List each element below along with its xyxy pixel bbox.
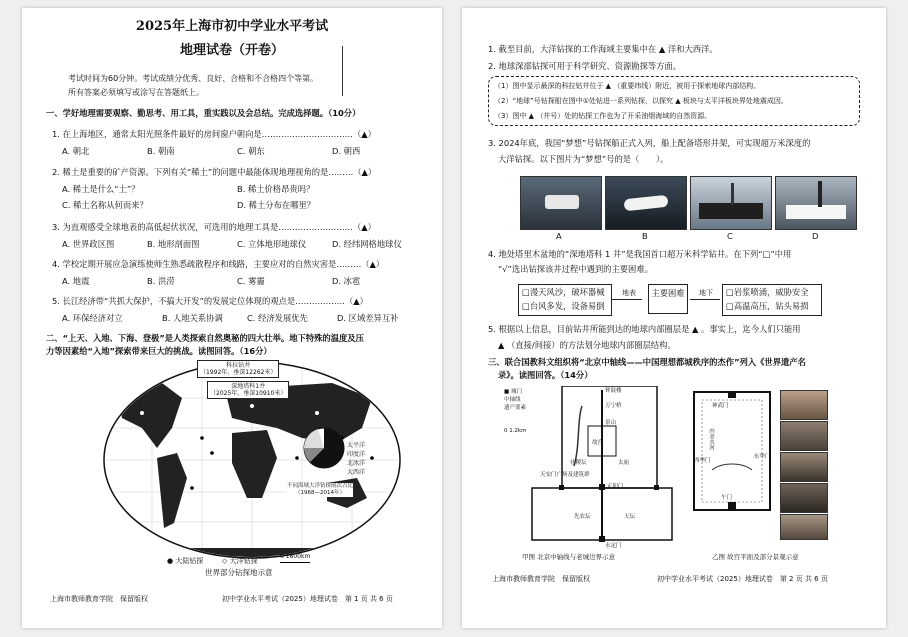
label-tiananmen: 天安门广场及建筑群 bbox=[540, 472, 590, 478]
label-jinshui-river: 内金水河 bbox=[708, 428, 714, 450]
photo-a bbox=[520, 176, 602, 230]
q2-option-b: B. 稀土价格昂贵吗？ bbox=[237, 184, 315, 194]
q2-option-c: C. 稀土名称从何而来？ bbox=[62, 200, 148, 210]
fig-legend bbox=[504, 388, 526, 412]
footer-copyright: 上海市教师教育学院 保留版权 bbox=[50, 595, 148, 603]
question-3: 3. 为直观感受全球地表的高低起伏状况，可选用的地理工具是………………………（▲） bbox=[52, 222, 376, 232]
q5-option-a: A. 环保经济对立 bbox=[62, 313, 123, 323]
main-difficulty-box: 主要困难 bbox=[648, 284, 688, 314]
q4-option-a: A. 地震 bbox=[62, 276, 90, 286]
central-axis-map bbox=[522, 386, 682, 544]
q1-option-a: A. 朝北 bbox=[62, 146, 90, 156]
p2-question-3-line2: 大洋钻探。以下图片为“梦想”号的是（ ）。 bbox=[498, 154, 669, 164]
q2-sub-3: （3）图中 ▲ （井号）处的钻探工作也为了开采油烟海域的自然资源。 bbox=[494, 112, 712, 120]
photo-c bbox=[690, 176, 772, 230]
scene-photo-4 bbox=[780, 483, 828, 513]
q5-option-c: C. 经济发展优先 bbox=[247, 313, 308, 323]
label-underground: 地下 bbox=[699, 289, 713, 297]
fig-scale: 0 1.2km bbox=[504, 428, 527, 434]
q2-option-d: D. 稀土分布在哪里？ bbox=[237, 200, 316, 210]
photo-label-b: B bbox=[642, 231, 648, 241]
q2-sub-1: （1）图中显示最深的科拉钻井位于 ▲ （重要纬线）附近，被用于探索地球内部结构。 bbox=[494, 82, 761, 90]
shendi-label: 深地塔科1井 （2025年，垂深10910米） bbox=[207, 381, 289, 399]
pen-mark bbox=[342, 46, 343, 96]
label-tiantan: 天坛 bbox=[624, 514, 636, 520]
p2-footer-page-info: 初中学业水平考试（2025）地理试卷 第 2 页 共 6 页 bbox=[657, 575, 828, 583]
q3-option-b: B. 地形剖面图 bbox=[147, 239, 200, 249]
exam-title: 2025年上海市初中学业水平考试 bbox=[135, 19, 329, 34]
q1-option-b: B. 朝南 bbox=[147, 146, 175, 156]
label-wanning-bridge: 万宁桥 bbox=[605, 403, 622, 409]
exam-page-1 bbox=[22, 8, 442, 628]
label-xiannongtan: 先农坛 bbox=[574, 514, 591, 520]
q2-option-a: A. 稀土是什么“土”？ bbox=[62, 184, 140, 194]
fig-caption-right: 乙图 故宫平面及部分景观示意 bbox=[712, 553, 799, 561]
pie-caption: 不同海域大洋钻探航次占比 （1968—2014年） bbox=[287, 483, 354, 496]
question-4: 4. 学校定期开展应急演练使师生熟悉疏散程序和线路，主要应对的自然灾害是………（▲） bbox=[52, 259, 385, 269]
scene-photo-3 bbox=[780, 452, 828, 482]
legend-oceanic: ◇ 大洋钻探 bbox=[222, 557, 258, 565]
scene-photo-1 bbox=[780, 390, 828, 420]
footer-page-info: 初中学业水平考试（2025）地理试卷 第 1 页 共 6 页 bbox=[222, 595, 393, 603]
q1-option-c: C. 朝东 bbox=[237, 146, 265, 156]
arrow-right bbox=[690, 299, 720, 300]
section2-heading-line2: 力等因素给“入地”探索带来巨大的挑战。读图回答。（16分） bbox=[46, 346, 272, 356]
arrow-left bbox=[612, 299, 642, 300]
section1-heading: 一、学好地理需要观察、勤思考、用工具，重实践以及会总结。完成选择题。（10分） bbox=[46, 108, 361, 118]
legend-indian: 印度洋 bbox=[347, 451, 366, 458]
legend-axis: 中轴线 bbox=[504, 397, 521, 403]
label-donghuamen: 东华门 bbox=[754, 454, 771, 460]
photo-label-c: C bbox=[727, 231, 733, 241]
instructions-line1: 考试时间为60分钟。考试成绩分优秀、良好、合格和不合格四个等第。 bbox=[68, 74, 319, 83]
label-xihuamen: 西华门 bbox=[694, 458, 711, 464]
q2-sub-2: （2）“地球”号钻探船在图中①处钻进一系列钻探，以探究 ▲ 板块与太平洋板块界处地震成因。 bbox=[494, 97, 788, 105]
q4-option-c: C. 雾霾 bbox=[237, 276, 265, 286]
q5-option-b: B. 人地关系协调 bbox=[162, 313, 223, 323]
p2-question-2: 2. 地球深部钻探可用于科学研究、资源勘探等方面。 bbox=[488, 61, 682, 71]
p2-footer-copyright: 上海市教师教育学院 保留版权 bbox=[492, 575, 590, 583]
label-forbidden-city: 故宫 bbox=[592, 440, 604, 446]
legend-arctic: 北冰洋 bbox=[347, 460, 366, 467]
q4-option-b: B. 洪涝 bbox=[147, 276, 175, 286]
q3-option-c: C. 立体地形地球仪 bbox=[237, 239, 307, 249]
option-high-temp[interactable]: □高温高压，钻头易损 bbox=[726, 301, 809, 311]
question-5: 5. 长江经济带“共抓大保护，不搞大开发”的发展定位体现的观点是………………（▲） bbox=[52, 296, 368, 306]
kola-label: 科拉钻井 （1992年，垂深12262米） bbox=[197, 360, 279, 378]
photo-label-a: A bbox=[556, 231, 562, 241]
question-2: 2. 稀土是重要的矿产资源。下列有关“稀土”的问题中最能体现地理视角的是………（▲） bbox=[52, 167, 377, 177]
q3-option-d: D. 经纬网格地球仪 bbox=[332, 239, 402, 249]
p2-question-1: 1. 截至目前，大洋钻探的工作海域主要集中在 ▲ 洋和大西洋。 bbox=[488, 44, 718, 54]
section3-heading-line1: 三、联合国教科文组织将“北京中轴线——中国理想都城秩序的杰作”列入《世界遗产名 bbox=[488, 357, 806, 367]
scene-photo-2 bbox=[780, 421, 828, 451]
label-yongdingmen: 永定门 bbox=[605, 543, 622, 549]
exam-page-2 bbox=[462, 8, 886, 628]
legend-gate: ■ 城门 bbox=[504, 389, 522, 395]
p2-question-3-line1: 3. 2024年底，我国“梦想”号钻探船正式入列，船上配备塔形井架，可实现超万米深度的 bbox=[488, 138, 811, 148]
p2-question-4-line1: 4. 地处塔里木盆地的“深地塔科 1 井”是我国首口超万米科学钻井。在下列“□”中用 bbox=[488, 249, 792, 259]
q5-option-d: D. 区域差异互补 bbox=[337, 313, 399, 323]
question-1: 1. 在上海地区，通常太阳光照条件最好的房间窗户朝向是……………………………（▲） bbox=[52, 129, 376, 139]
legend-continental: ● 大陆钻探 bbox=[167, 557, 204, 565]
option-magma[interactable]: □岩浆喷涌，威胁安全 bbox=[726, 287, 809, 297]
option-typhoon[interactable]: □台风多发，设备易倒 bbox=[522, 301, 605, 311]
legend-heritage: 遗产要素 bbox=[504, 405, 527, 411]
legend-atlantic: 大西洋 bbox=[347, 469, 366, 476]
label-jingshan: 景山 bbox=[605, 420, 617, 426]
section2-heading-line1: 二、“上天、入地、下海、登极”是人类探索自然奥秘的四大壮举。地下特殊的温度及压 bbox=[46, 333, 364, 343]
label-drum-tower: 钟鼓楼 bbox=[605, 388, 622, 394]
instructions-line2: 所有答案必须填写或涂写在答题纸上。 bbox=[68, 88, 204, 97]
pie-legend bbox=[347, 441, 365, 477]
p2-question-5-line1: 5. 根据以上信息，目前钻井所能到达的地球内部圈层是 ▲ 。事实上，迄今人们只能用 bbox=[488, 324, 801, 334]
label-shenwumen: 神武门 bbox=[712, 403, 729, 409]
map-scale: 0 1800km bbox=[280, 552, 310, 563]
p2-question-5-line2: ▲ （直接/间接）的方法划分地球内部圈层结构。 bbox=[498, 340, 676, 350]
p2-question-4-line2: “√”选出钻探该井过程中遇到的主要困难。 bbox=[498, 264, 653, 274]
map-caption: 世界部分钻探地示意 bbox=[205, 568, 273, 577]
legend-pacific: 太平洋 bbox=[347, 442, 366, 449]
q1-option-d: D. 朝西 bbox=[332, 146, 361, 156]
ocean-drilling-pie bbox=[304, 428, 344, 468]
label-zhengyangmen: 正阳门 bbox=[607, 484, 624, 490]
exam-subtitle: 地理试卷（开卷） bbox=[179, 43, 284, 58]
q4-option-d: D. 冰雹 bbox=[332, 276, 361, 286]
fig-caption-left: 甲图 北京中轴线与老城边界示意 bbox=[522, 553, 616, 561]
label-wumen: 午门 bbox=[721, 495, 733, 501]
label-surface: 地表 bbox=[622, 289, 636, 297]
section3-heading-line2: 录》。读图回答。（14分） bbox=[498, 370, 593, 380]
option-sandstorm[interactable]: □漫天风沙，破坏器械 bbox=[522, 287, 605, 297]
scene-photo-5 bbox=[780, 514, 828, 540]
photo-label-d: D bbox=[812, 231, 819, 241]
q3-option-a: A. 世界政区图 bbox=[62, 239, 115, 249]
photo-b bbox=[605, 176, 687, 230]
label-taimiao: 太庙 bbox=[618, 460, 630, 466]
label-shejitan: 社稷坛 bbox=[570, 460, 587, 466]
photo-d bbox=[775, 176, 857, 230]
